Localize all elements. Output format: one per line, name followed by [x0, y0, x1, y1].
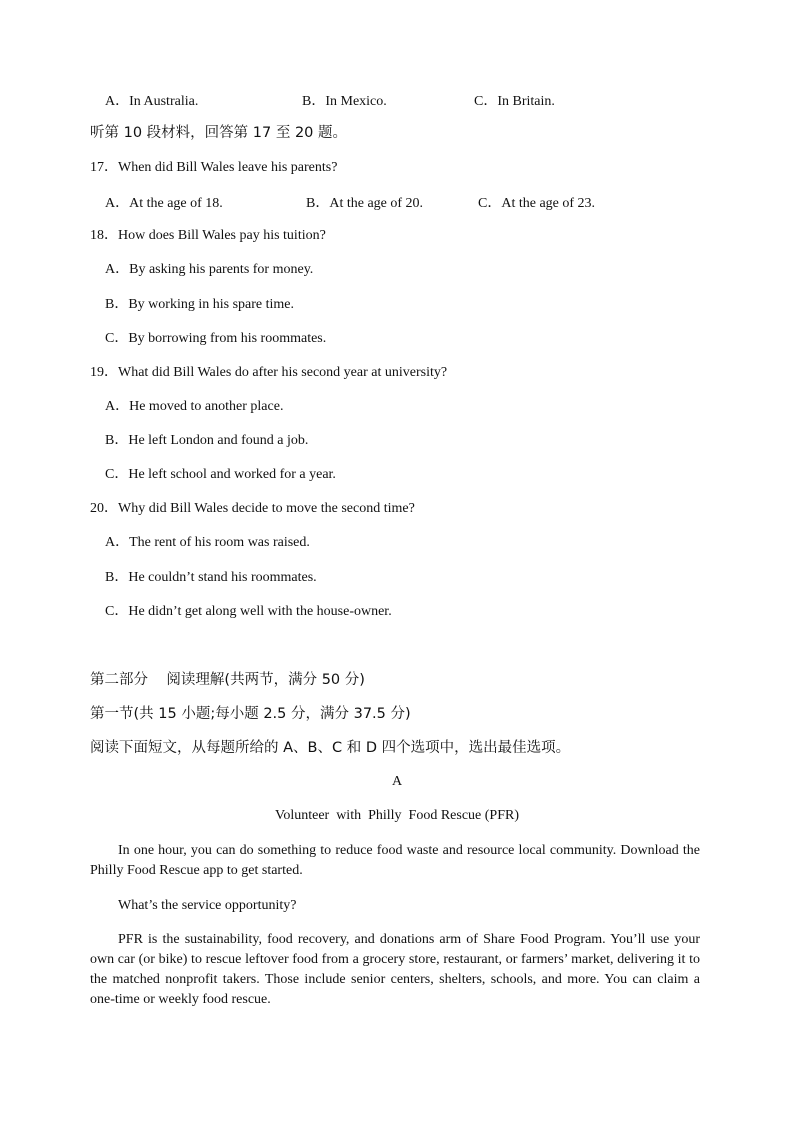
q18-option-b: B．By working in his spare time.: [105, 297, 294, 312]
q19-stem: 19．What did Bill Wales do after his second year at university?: [90, 365, 448, 380]
q17-option-c: C．At the age of 23.: [478, 196, 596, 211]
q20-option-a: A．The rent of his room was raised.: [105, 535, 310, 550]
part2-heading: 第二部分 阅读理解(共两节，满分 50 分): [90, 672, 365, 688]
q16-option-a: A．In Australia.: [105, 94, 199, 109]
q17-option-a: A．At the age of 18.: [105, 196, 223, 211]
passage-letter: A: [391, 774, 403, 789]
q17-stem: 17．When did Bill Wales leave his parents?: [90, 160, 338, 175]
q19-option-c: C．He left school and worked for a year.: [105, 467, 336, 482]
passage-paragraph-1-text: In one hour, you can do something to reduce food waste and resource local community. Download the Philly Food Rescue app to get started.: [90, 843, 700, 878]
q20-option-b: B．He couldn’t stand his roommates.: [105, 570, 317, 585]
q19-option-b: B．He left London and found a job.: [105, 433, 309, 448]
q18-option-a: A．By asking his parents for money.: [105, 262, 314, 277]
passage-paragraph-2-text: What’s the service opportunity?: [118, 898, 297, 913]
section-10-instruction: 听第 10 段材料，回答第 17 至 20 题。: [90, 125, 348, 141]
q20-option-c: C．He didn’t get along well with the house-owner.: [105, 604, 392, 619]
passage-paragraph-2: [90, 896, 700, 916]
passage-paragraph-3: [90, 930, 700, 1010]
part2-instruction: 阅读下面短文，从每题所给的 A、B、C 和 D 四个选项中，选出最佳选项。: [90, 740, 571, 756]
q16-option-b: B．In Mexico.: [302, 94, 387, 109]
q19-option-a: A．He moved to another place.: [105, 399, 284, 414]
q20-stem: 20．Why did Bill Wales decide to move the second time?: [90, 501, 415, 516]
q18-stem: 18．How does Bill Wales pay his tuition?: [90, 228, 326, 243]
passage-paragraph-1: [90, 841, 700, 881]
part2-subheading: 第一节(共 15 小题;每小题 2.5 分，满分 37.5 分): [90, 706, 411, 722]
passage-title: Volunteer with Philly Food Rescue (PFR): [275, 808, 519, 823]
q17-option-b: B．At the age of 20.: [306, 196, 424, 211]
q18-option-c: C．By borrowing from his roommates.: [105, 331, 327, 346]
q16-option-c: C．In Britain.: [474, 94, 555, 109]
passage-paragraph-3-text: PFR is the sustainability, food recovery, and donations arm of Share Food Program. You’ll use your own car (or bike) to rescue leftover food from a grocery store, restaurant, or farmers’ market, delivering it to the matched nonprofit takers. Those include senior centers, shelters, schools, and more. You can claim a one-time or weekly food rescue.: [90, 932, 700, 1007]
